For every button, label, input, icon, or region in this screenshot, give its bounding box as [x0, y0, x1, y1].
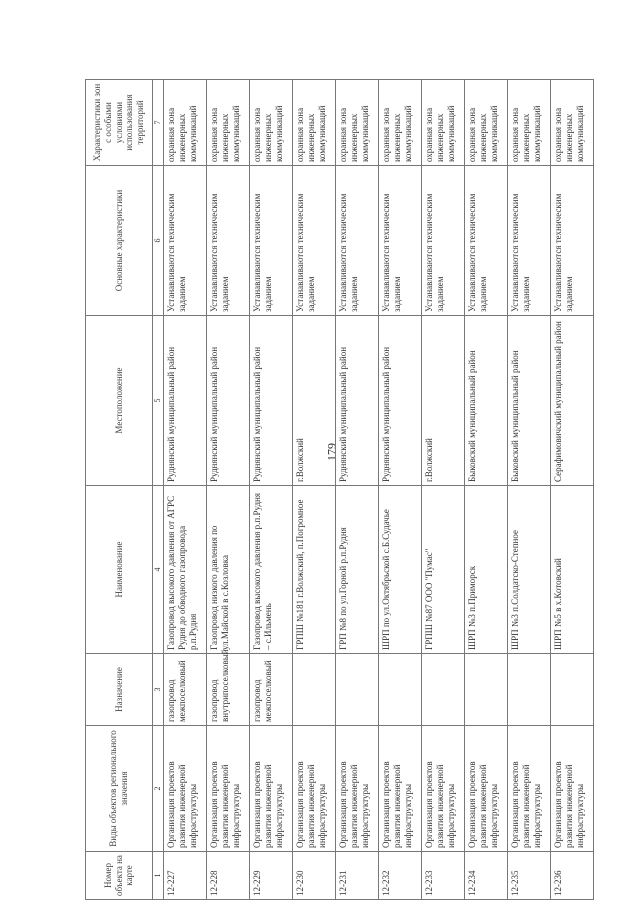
object-type-cell: Организация проектов развития инженерной инфраструктуры: [422, 726, 465, 852]
column-number: 1: [153, 852, 164, 900]
characteristics-cell: Устанавливаются техническим заданием: [379, 166, 422, 316]
location-cell: Быковский муниципальный район: [508, 316, 551, 486]
object-number-cell: 12-233: [422, 852, 465, 900]
purpose-cell: газопровод внутрипоселковый: [207, 654, 250, 726]
purpose-cell: газопровод межпоселковый: [164, 654, 207, 726]
object-type-cell: Организация проектов развития инженерной инфраструктуры: [508, 726, 551, 852]
page-number: 179: [324, 443, 339, 461]
object-type-cell: Организация проектов развития инженерной инфраструктуры: [465, 726, 508, 852]
table-row: [508, 80, 551, 900]
column-number: 2: [153, 726, 164, 852]
location-cell: Руднянский муниципальный район: [379, 316, 422, 486]
object-type-cell: Организация проектов развития инженерной инфраструктуры: [250, 726, 293, 852]
name-cell: ШРП №3 п.Приморск: [465, 486, 508, 654]
name-cell: ШРП №5 в х.Котовский: [551, 486, 594, 654]
name-cell: ГРП №8 по ул.Горной р.п.Рудня: [336, 486, 379, 654]
objects-table: [85, 79, 594, 900]
table-row: [465, 80, 508, 900]
column-number: 6: [153, 166, 164, 316]
name-cell: ГРПШ №87 ООО "Пумас": [422, 486, 465, 654]
characteristics-cell: Устанавливаются техническим заданием: [336, 166, 379, 316]
object-number-cell: 12-227: [164, 852, 207, 900]
object-number-cell: 12-229: [250, 852, 293, 900]
purpose-cell: [508, 654, 551, 726]
table-row: [164, 80, 207, 900]
zones-cell: охранная зона инженерных коммуникаций: [336, 80, 379, 166]
location-cell: Серафимовичский муниципальный район: [551, 316, 594, 486]
zones-cell: охранная зона инженерных коммуникаций: [250, 80, 293, 166]
object-number-cell: 12-234: [465, 852, 508, 900]
table-row: [422, 80, 465, 900]
header-zones: Характеристики зон с особыми условиями использования территорий: [86, 80, 153, 166]
name-cell: ШРП по ул.Октябрьской с.Б.Судачье: [379, 486, 422, 654]
column-number: 5: [153, 316, 164, 486]
characteristics-cell: Устанавливаются техническим заданием: [465, 166, 508, 316]
object-number-cell: 12-232: [379, 852, 422, 900]
purpose-cell: [336, 654, 379, 726]
object-type-cell: Организация проектов развития инженерной инфраструктуры: [336, 726, 379, 852]
zones-cell: охранная зона инженерных коммуникаций: [379, 80, 422, 166]
table-row: [293, 80, 336, 900]
location-cell: Руднянский муниципальный район: [207, 316, 250, 486]
purpose-cell: [422, 654, 465, 726]
name-cell: ГРПШ №181 г.Волжский, п.Погромное: [293, 486, 336, 654]
zones-cell: охранная зона инженерных коммуникаций: [422, 80, 465, 166]
characteristics-cell: Устанавливаются техническим заданием: [551, 166, 594, 316]
zones-cell: охранная зона инженерных коммуникаций: [508, 80, 551, 166]
object-number-cell: 12-228: [207, 852, 250, 900]
document-table-container: [85, 80, 610, 900]
column-number: 7: [153, 80, 164, 166]
column-number: 3: [153, 654, 164, 726]
location-cell: г.Волжский: [293, 316, 336, 486]
location-cell: Руднянский муниципальный район: [164, 316, 207, 486]
zones-cell: охранная зона инженерных коммуникаций: [207, 80, 250, 166]
zones-cell: охранная зона инженерных коммуникаций: [293, 80, 336, 166]
header-characteristics: Основные характеристики: [86, 166, 153, 316]
characteristics-cell: Устанавливаются техническим заданием: [250, 166, 293, 316]
table-row: [336, 80, 379, 900]
header-location: Местоположение: [86, 316, 153, 486]
table-row: [379, 80, 422, 900]
purpose-cell: [551, 654, 594, 726]
characteristics-cell: Устанавливаются техническим заданием: [293, 166, 336, 316]
header-object-number: Номер объекта на карте: [86, 852, 153, 900]
column-number-row: [153, 80, 164, 900]
location-cell: Быковский муниципальный район: [465, 316, 508, 486]
purpose-cell: газопровод межпоселковый: [250, 654, 293, 726]
characteristics-cell: Устанавливаются техническим заданием: [164, 166, 207, 316]
object-number-cell: 12-230: [293, 852, 336, 900]
object-type-cell: Организация проектов развития инженерной инфраструктуры: [551, 726, 594, 852]
object-number-cell: 12-231: [336, 852, 379, 900]
characteristics-cell: Устанавливаются техническим заданием: [508, 166, 551, 316]
column-number: 4: [153, 486, 164, 654]
table-row: [551, 80, 594, 900]
header-name: Наименование: [86, 486, 153, 654]
name-cell: ШРП №3 п.Солдатско-Степное: [508, 486, 551, 654]
object-type-cell: Организация проектов развития инженерной инфраструктуры: [207, 726, 250, 852]
location-cell: г.Волжский: [422, 316, 465, 486]
zones-cell: охранная зона инженерных коммуникаций: [551, 80, 594, 166]
table-body: [164, 80, 594, 900]
table-row: [207, 80, 250, 900]
name-cell: Газопровод низкого давления по ул.Майской в с.Козловка: [207, 486, 250, 654]
object-number-cell: 12-235: [508, 852, 551, 900]
object-type-cell: Организация проектов развития инженерной инфраструктуры: [293, 726, 336, 852]
table-row: [250, 80, 293, 900]
header-purpose: Назначение: [86, 654, 153, 726]
location-cell: Руднянский муниципальный район: [336, 316, 379, 486]
purpose-cell: [293, 654, 336, 726]
purpose-cell: [465, 654, 508, 726]
object-type-cell: Организация проектов развития инженерной инфраструктуры: [164, 726, 207, 852]
table-header-row: [86, 80, 153, 900]
location-cell: Руднянский муниципальный район: [250, 316, 293, 486]
name-cell: Газопровод высокого давления р.п.Рудня – с.Ильмень: [250, 486, 293, 654]
purpose-cell: [379, 654, 422, 726]
object-type-cell: Организация проектов развития инженерной инфраструктуры: [379, 726, 422, 852]
zones-cell: охранная зона инженерных коммуникаций: [164, 80, 207, 166]
object-number-cell: 12-236: [551, 852, 594, 900]
characteristics-cell: Устанавливаются техническим заданием: [422, 166, 465, 316]
zones-cell: охранная зона инженерных коммуникаций: [465, 80, 508, 166]
characteristics-cell: Устанавливаются техническим заданием: [207, 166, 250, 316]
header-object-type: Виды объектов регионального значения: [86, 726, 153, 852]
name-cell: Газопровод высокого давления от АГРС Рудня до обводного газопровода р.п.Рудня: [164, 486, 207, 654]
